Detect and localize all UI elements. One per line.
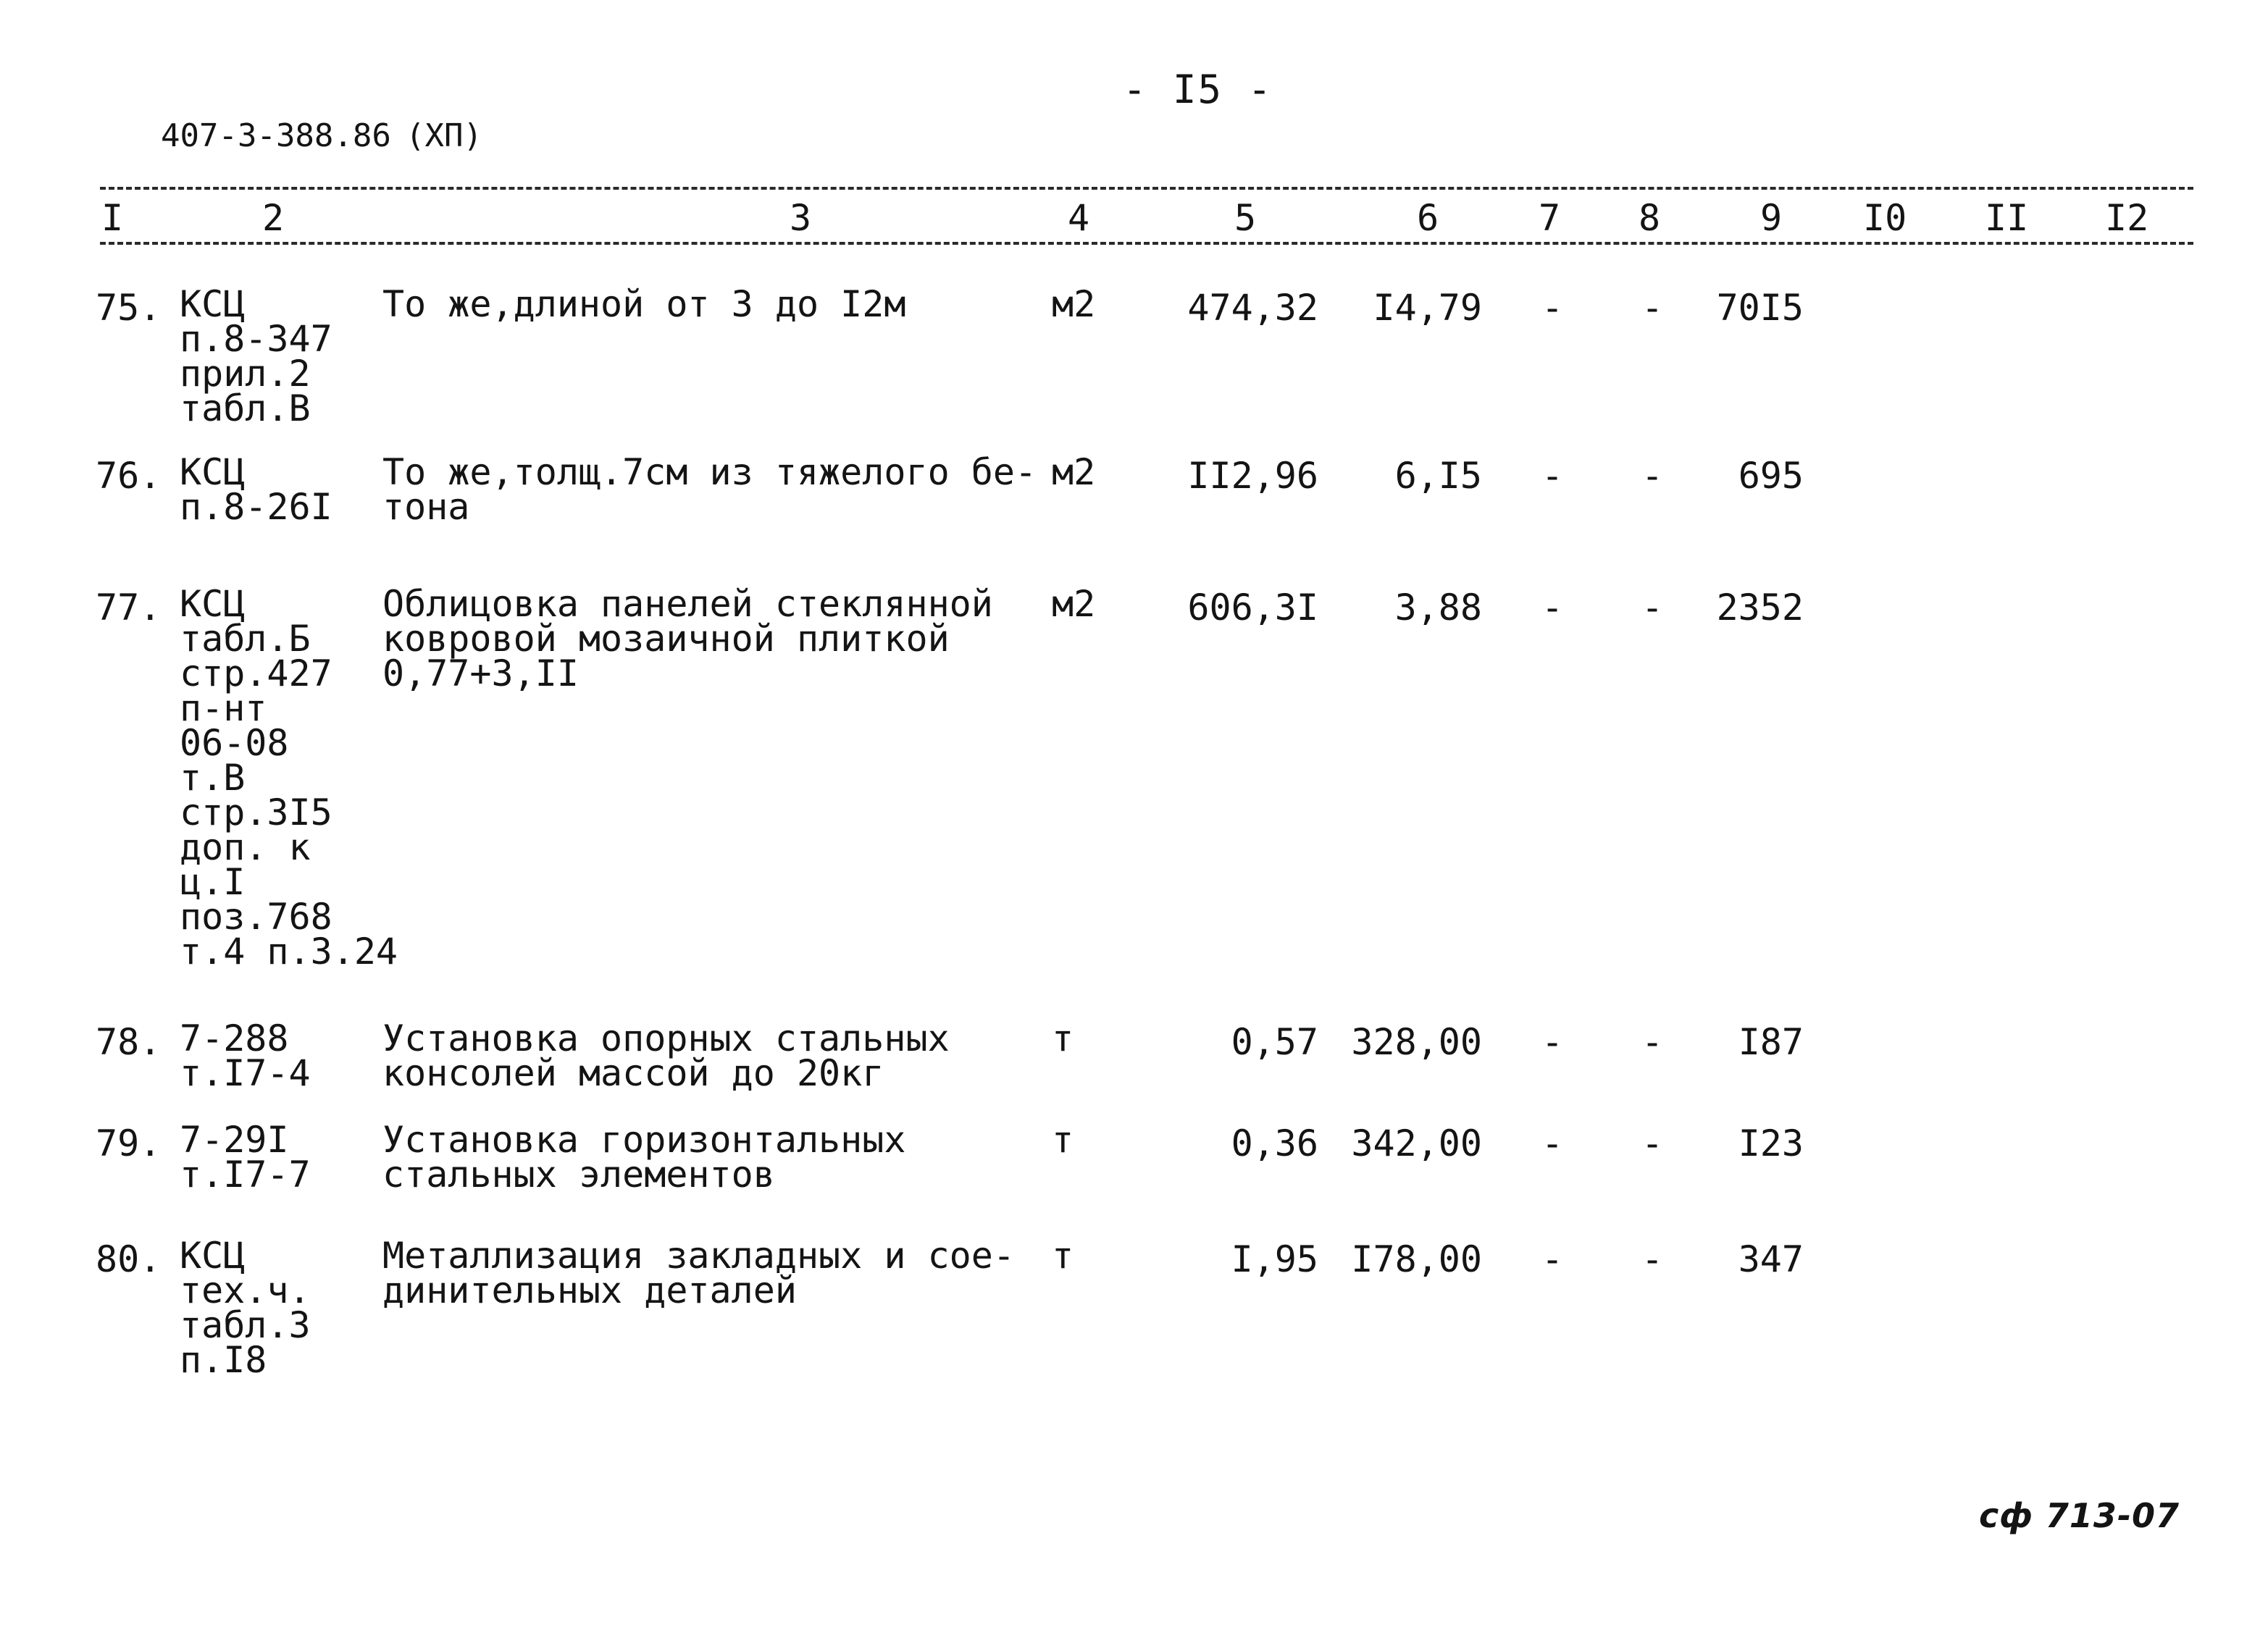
row-col7: - [1541, 455, 1564, 497]
column-header-4: 4 [1068, 197, 1090, 239]
row-number: 76. [96, 455, 162, 497]
row-col8: - [1641, 1122, 1664, 1164]
row-quantity: 0,36 [1231, 1122, 1318, 1164]
row-description: Установка опорных стальных консолей массой до 20кг [382, 1017, 950, 1094]
row-quantity: 0,57 [1231, 1021, 1318, 1063]
row-col7: - [1541, 1122, 1564, 1164]
column-header-12: I2 [2105, 197, 2149, 239]
row-description: То же,длиной от 3 до I2м [382, 283, 906, 325]
row-total: 695 [1738, 455, 1804, 497]
row-reference: 7-29I т.I7-7 [180, 1119, 311, 1196]
row-number: 77. [96, 587, 162, 629]
row-col7: - [1541, 1021, 1564, 1063]
row-total: I87 [1738, 1021, 1804, 1063]
row-col7: - [1541, 287, 1564, 329]
column-header-5: 5 [1234, 197, 1257, 239]
row-quantity: II2,96 [1187, 455, 1318, 497]
page-number: - I5 - [1123, 67, 1273, 112]
row-unit-price: 3,88 [1394, 587, 1482, 629]
column-header-11: II [1985, 197, 2029, 239]
row-number: 79. [96, 1122, 162, 1164]
row-unit: т [1052, 1017, 1074, 1059]
row-description: Металлизация закладных и сое- динительных деталей [382, 1235, 1015, 1311]
column-header-6: 6 [1417, 197, 1439, 239]
row-unit: м2 [1052, 283, 1096, 325]
row-reference: КСЦ п.8-347 прил.2 табл.В [180, 283, 332, 429]
row-col8: - [1641, 287, 1664, 329]
row-unit-price: 342,00 [1351, 1122, 1482, 1164]
row-unit-price: I4,79 [1373, 287, 1482, 329]
row-total: 70I5 [1716, 287, 1804, 329]
row-unit: м2 [1052, 451, 1096, 493]
header-bottom-rule [100, 242, 2193, 245]
row-description: Облицовка панелей стеклянной ковровой мозаичной плиткой 0,77+3,II [382, 583, 993, 694]
row-number: 75. [96, 287, 162, 329]
row-reference: КСЦ п.8-26I [180, 451, 332, 528]
row-unit: т [1052, 1235, 1074, 1277]
row-col8: - [1641, 587, 1664, 629]
row-unit-price: I78,00 [1351, 1238, 1482, 1280]
column-header-9: 9 [1760, 197, 1783, 239]
row-col8: - [1641, 1238, 1664, 1280]
row-quantity: 474,32 [1187, 287, 1318, 329]
column-header-8: 8 [1639, 197, 1661, 239]
row-quantity: 606,3I [1187, 587, 1318, 629]
row-col8: - [1641, 1021, 1664, 1063]
row-quantity: I,95 [1231, 1238, 1318, 1280]
header-top-rule [100, 187, 2193, 190]
row-unit-price: 6,I5 [1394, 455, 1482, 497]
row-col7: - [1541, 1238, 1564, 1280]
document-stamp: сф 713-07 [1979, 1496, 2180, 1535]
row-number: 78. [96, 1021, 162, 1063]
row-total: 347 [1738, 1238, 1804, 1280]
column-header-2: 2 [262, 197, 285, 239]
row-reference: 7-288 т.I7-4 [180, 1017, 311, 1094]
document-code: 407-3-388.86 [161, 117, 391, 154]
document-code-suffix: (ХП) [406, 117, 482, 154]
column-header-3: 3 [790, 197, 812, 239]
row-total: I23 [1738, 1122, 1804, 1164]
row-col8: - [1641, 455, 1664, 497]
row-number: 80. [96, 1238, 162, 1280]
row-description: То же,толщ.7см из тяжелого бе- тона [382, 451, 1037, 528]
row-unit: м2 [1052, 583, 1096, 625]
row-col7: - [1541, 587, 1564, 629]
column-header-10: I0 [1863, 197, 1907, 239]
row-unit: т [1052, 1119, 1074, 1161]
row-reference: КСЦ табл.Б стр.427 п-нт 06-08 т.В стр.3I5 доп. к ц.I поз.768 т.4 п.3.24 [180, 583, 398, 973]
row-total: 2352 [1716, 587, 1804, 629]
row-description: Установка горизонтальных стальных элементов [382, 1119, 906, 1196]
column-header-7: 7 [1539, 197, 1561, 239]
row-reference: КСЦ тех.ч. табл.3 п.I8 [180, 1235, 311, 1381]
column-header-1: I [101, 197, 124, 239]
row-unit-price: 328,00 [1351, 1021, 1482, 1063]
